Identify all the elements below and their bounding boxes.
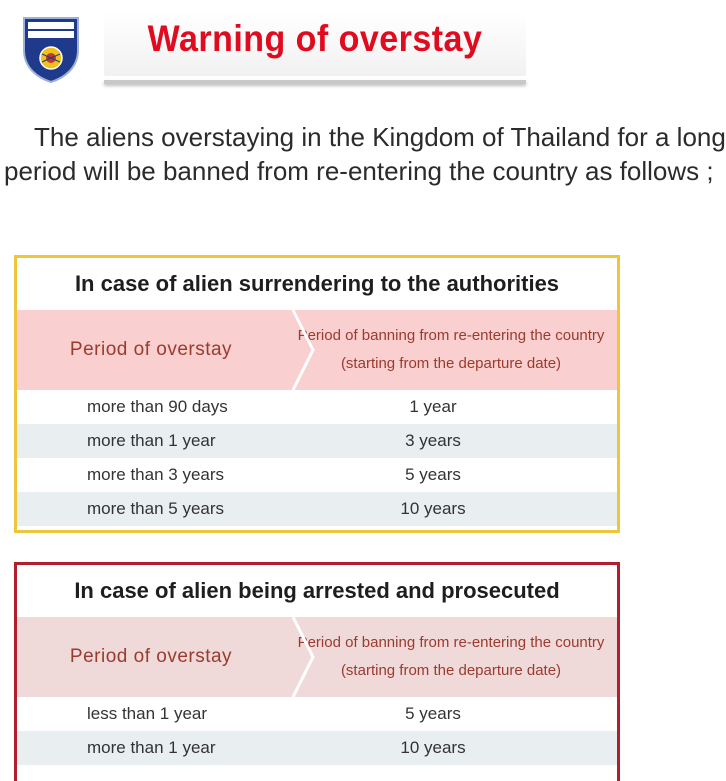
column-header-ban-line-1: Period of banning from re-entering the country [297,634,605,651]
ban-cell: 5 years [405,465,461,484]
column-header-period: Period of overstay [69,646,233,667]
period-cell: more than 3 years [87,465,225,484]
arrest-table [14,562,620,781]
ban-cell: 5 years [405,704,461,723]
table-header-row [17,617,617,697]
column-header-ban-line-1: Period of banning from re-entering the country [297,327,605,344]
table-body [17,697,617,765]
header-divider-icon [291,310,317,390]
intro-line-2: period will be banned from re-entering the country as follows ; [4,156,714,186]
table-row [17,731,617,765]
column-header-period: Period of overstay [69,339,233,360]
header-divider-icon [291,617,317,697]
surrender-table [14,255,620,533]
period-cell: more than 1 year [87,431,216,450]
title-banner [104,12,526,76]
column-header-ban [285,310,617,390]
table-row [17,458,617,492]
intro-paragraph [0,120,726,188]
table-row [17,492,617,526]
table-row [17,697,617,731]
period-cell: more than 90 days [87,397,228,416]
ban-cell: 10 years [400,499,466,518]
ban-cell: 3 years [405,431,461,450]
ban-cell: 1 year [409,397,457,416]
page-title: Warning of overstay [147,18,483,59]
period-cell: more than 1 year [87,738,216,757]
column-header-ban [285,617,617,697]
period-cell: more than 5 years [87,499,225,518]
table-heading: In case of alien surrendering to the authorities [74,271,560,296]
intro-line-1: The aliens overstaying in the Kingdom of Thailand for a long [34,122,726,152]
table-heading: In case of alien being arrested and prosecuted [74,578,560,603]
table-row [17,424,617,458]
table-header-row [17,310,617,390]
column-header-ban-line-2: (starting from the departure date) [340,662,562,679]
ban-cell: 10 years [400,738,466,757]
table-row [17,390,617,424]
immigration-police-shield-icon [20,14,82,84]
table-body [17,390,617,526]
period-cell: less than 1 year [87,704,208,723]
column-header-ban-line-2: (starting from the departure date) [340,355,562,372]
